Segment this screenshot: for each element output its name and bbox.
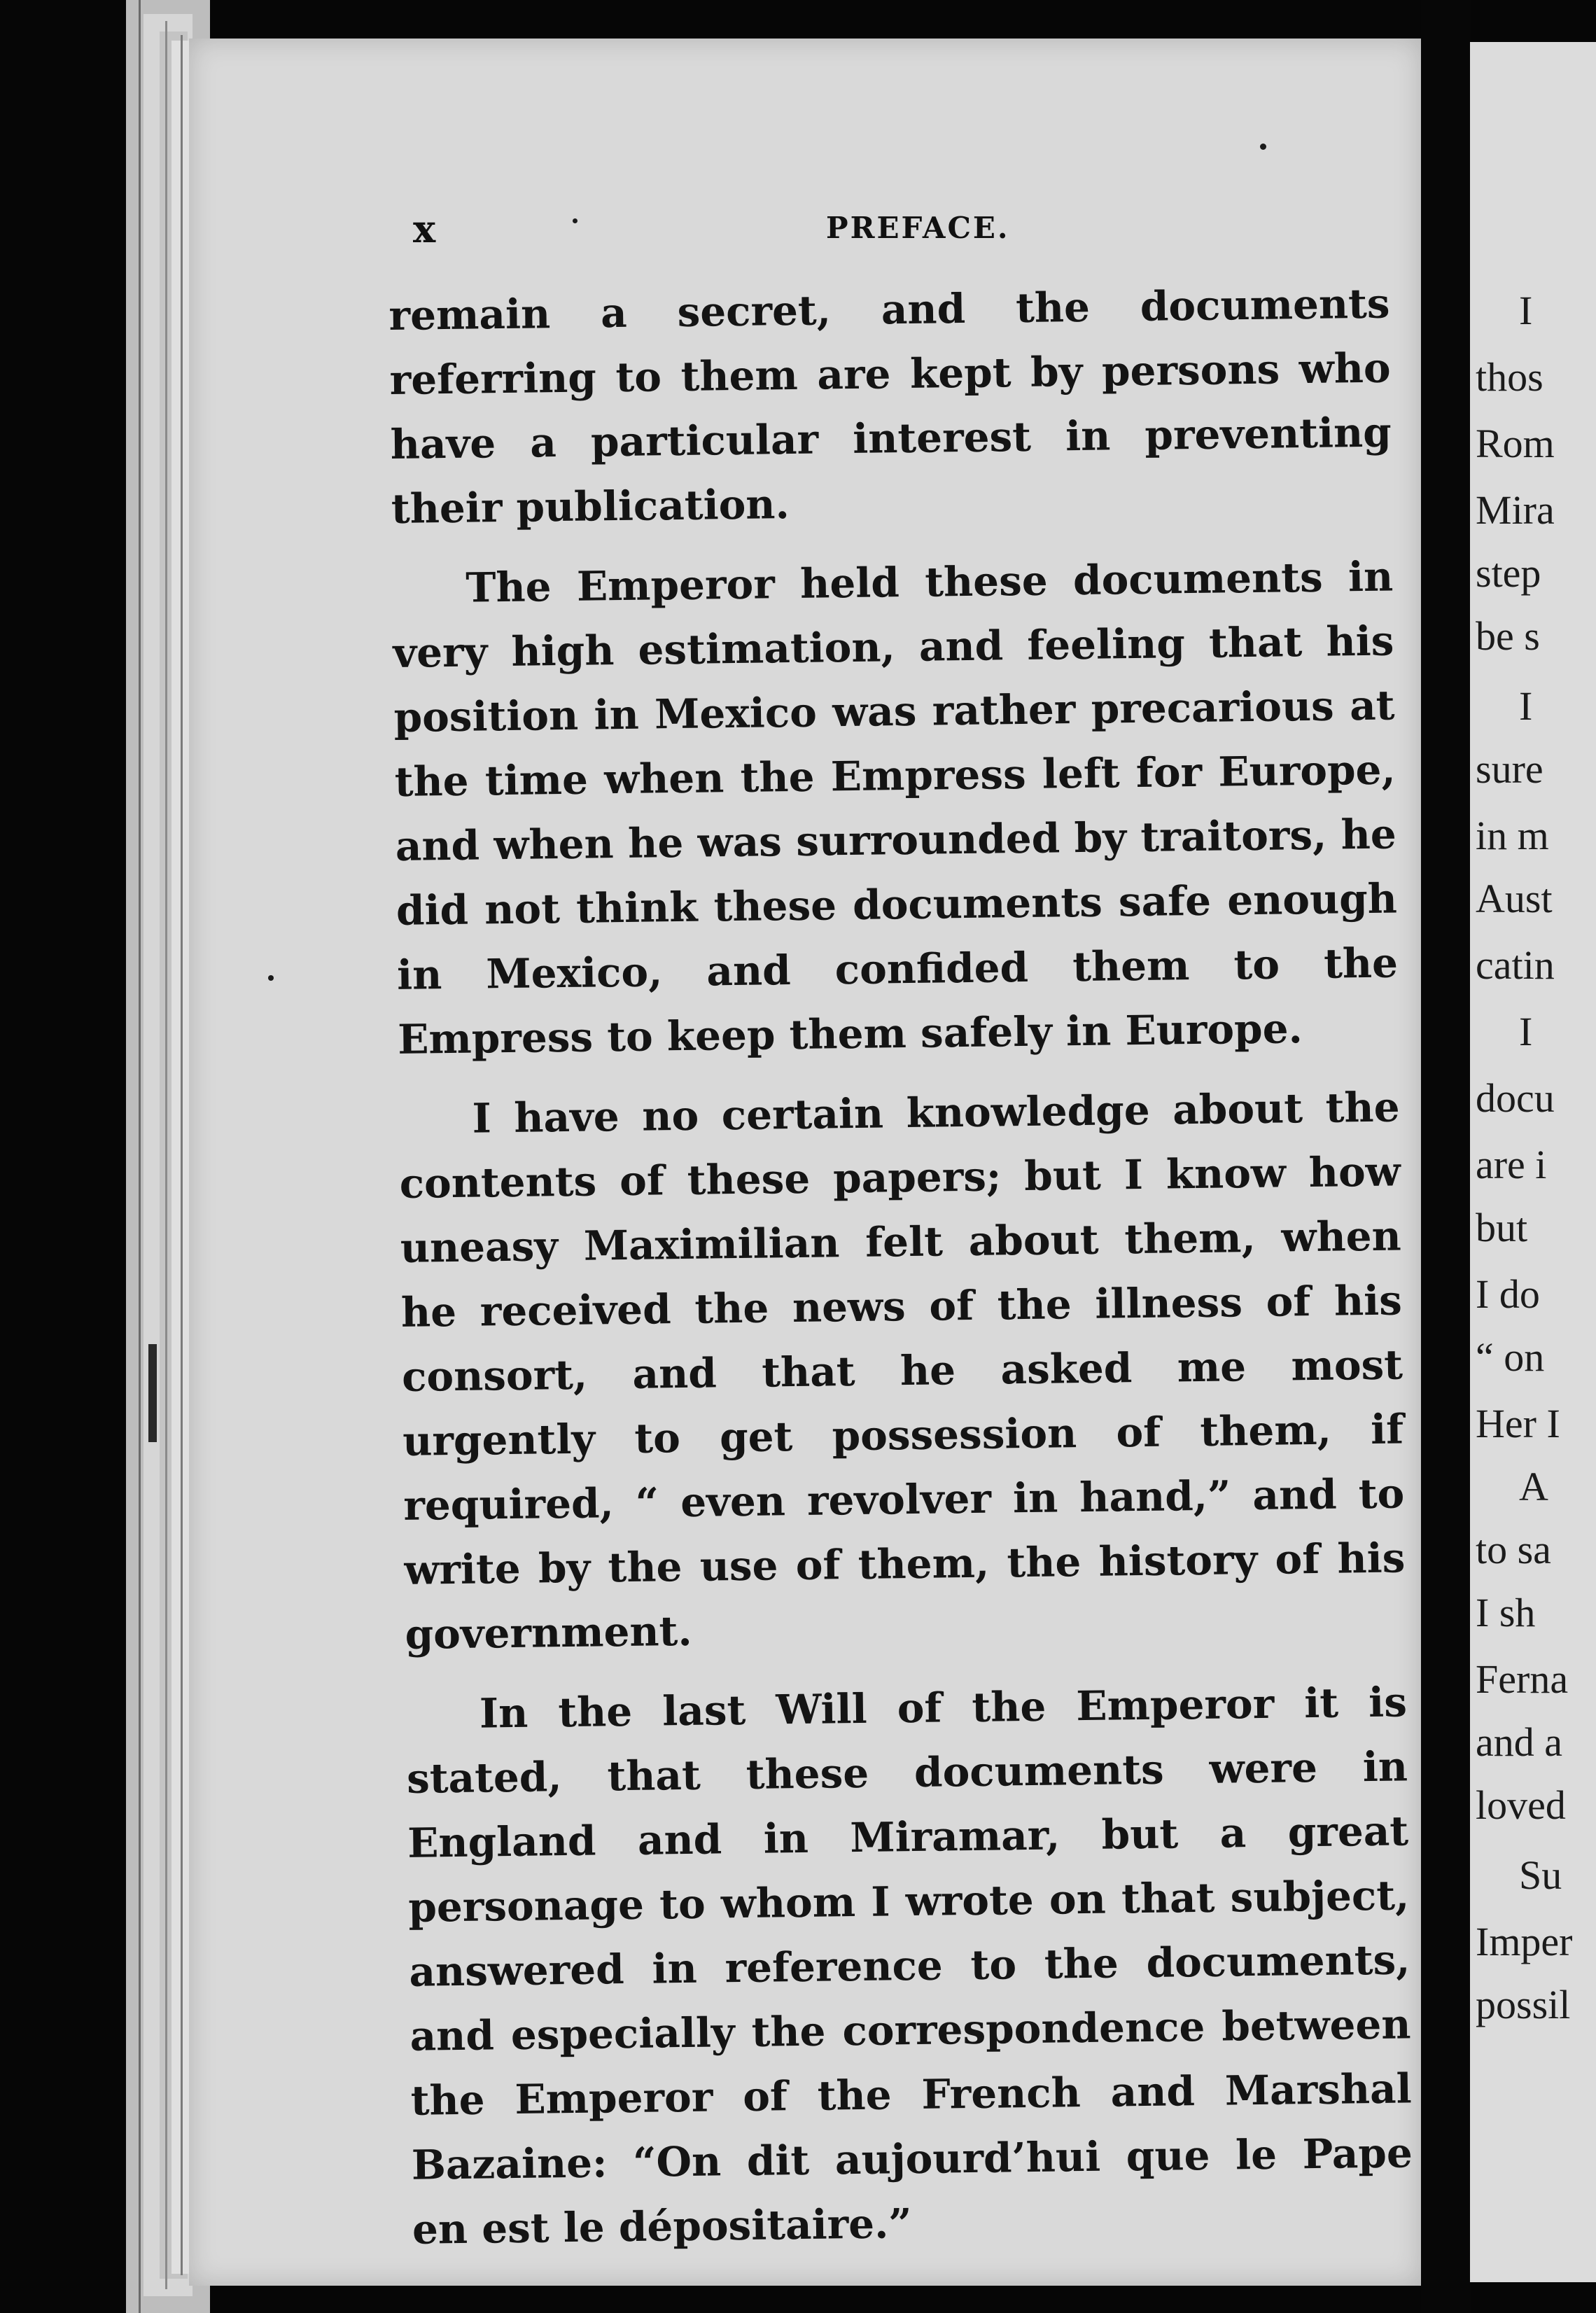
facing-page-line: I [1519,683,1533,729]
paragraph: In the last Will of the Emperor it is stated, that these documents were in England and in Miramar, but a great personage to whom I wrote on that subject, answered in reference to the documents, and especially the correspondence between the Emperor of the French and Marshal Bazaine: “On dit aujourd’hui que le Pape en est le dépositaire.” [406,1678,1413,2253]
page-body [388,272,1414,2277]
facing-page-line: loved [1476,1782,1566,1828]
facing-page-line: possil [1476,1982,1571,2027]
facing-page-line: “ on [1476,1334,1545,1380]
facing-page-line: catin [1476,942,1555,988]
facing-page-line: to sa [1476,1527,1551,1572]
facing-page-line: are i [1476,1142,1547,1187]
facing-page-line: step [1476,550,1541,596]
book-gutter [1421,0,1471,2313]
paragraph: The Emperor held these documents in very high estimation, and feeling that his position in Mexico was rather precarious at the time when the Empress left for Europe, and when he was surrounded by traitors, he did not think these documents safe enough in Mexico, and confided them to the Empress to keep them safely in Europe. [393,552,1399,1063]
page-header [413,207,1379,263]
paragraph: remain a secret, and the documents referring to them are kept by persons who have a particular interest in preventing their publication. [388,279,1392,533]
facing-page-line: Su [1519,1852,1562,1898]
facing-page-line: but [1476,1205,1528,1250]
paragraph: I have no certain knowledge about the contents of these papers; but I know how uneasy Maximilian felt about them, when he received the news of the illness of his consort, and that he asked me most urgently to get possession of them, if required, “ even revolver in hand,” and to write by the use of them, the history of his government. [399,1083,1406,1658]
binding-mark [148,1344,157,1442]
page-edge-line [139,0,141,2313]
facing-page-line: sure [1476,746,1544,792]
facing-page-line: A [1519,1464,1548,1509]
facing-page-line: I sh [1476,1590,1536,1635]
facing-page-line: Aust [1476,876,1553,921]
running-head: PREFACE. [826,211,1010,245]
facing-page-line: thos [1476,354,1544,400]
facing-page-line: Ferna [1476,1656,1569,1702]
facing-page-line: in m [1476,813,1549,858]
scan-speck [573,218,578,223]
facing-page-line: I do [1476,1271,1540,1317]
facing-page-line: Mira [1476,487,1555,533]
facing-page-line: and a [1476,1719,1562,1765]
right-facing-page [1470,42,1596,2282]
facing-page-line: docu [1476,1075,1555,1121]
facing-page-line: Her I [1476,1401,1560,1446]
facing-page-line: I [1519,1009,1533,1054]
page-number: x [413,207,436,251]
scan-speck [1260,144,1266,150]
facing-page-line: be s [1476,613,1540,659]
facing-page-line: Rom [1476,421,1555,466]
scan-speck [268,975,274,981]
facing-page-line: Imper [1476,1919,1573,1964]
page-edge-line [181,35,183,2275]
facing-page-line: I [1519,288,1533,333]
page-edge-line [165,21,167,2289]
